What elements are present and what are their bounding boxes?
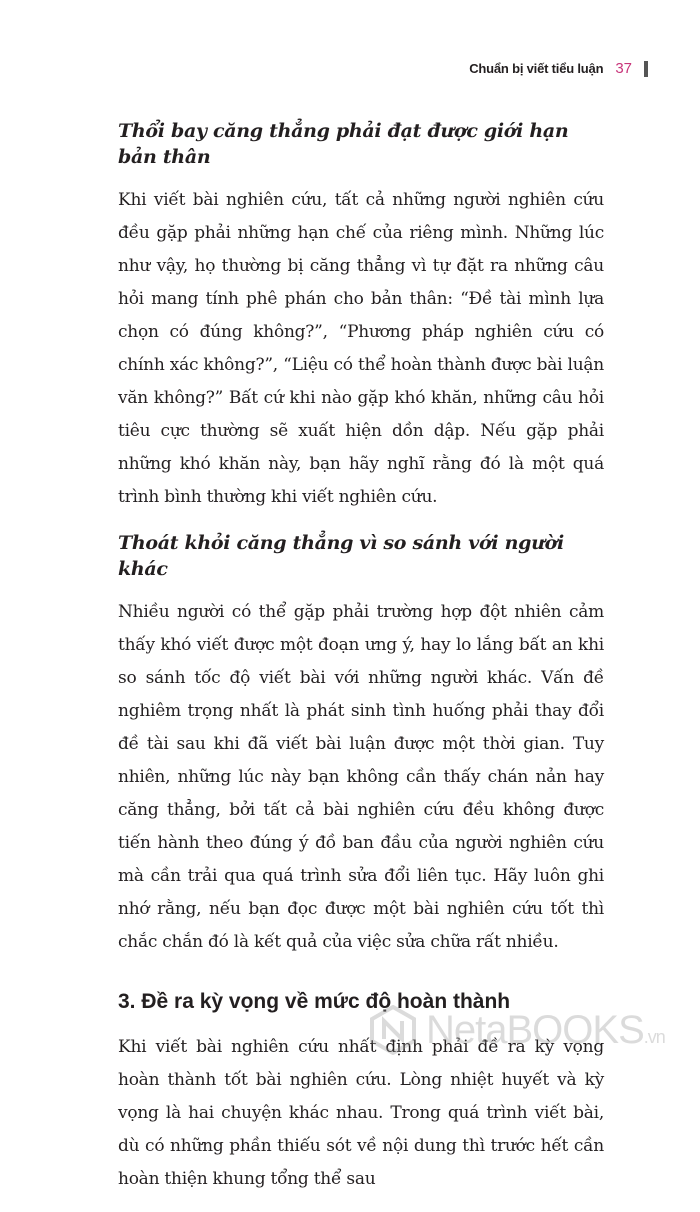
watermark-text: NetaBOOKS.vn — [426, 1007, 665, 1052]
page-number: 37 — [615, 60, 632, 77]
section-heading-expectations: 3. Đề ra kỳ vọng về mức độ hoàn thành — [118, 990, 511, 1013]
watermark — [368, 1005, 665, 1055]
subheading-stress-limits: Thổi bay căng thẳng phải đạt được giới hạn bản thân — [118, 120, 569, 168]
subheading-comparison: Thoát khỏi căng thẳng vì so sánh với người khác — [118, 532, 564, 580]
paragraph-comparison: Nhiều người có thể gặp phải trường hợp đột nhiên cảm thấy khó viết được một đoạn ưng ý, hay lo lắng bất an khi so sánh tốc độ viết bài với những người khác. Vấn đề nghiêm trọng nhất là phát sinh tình huống phải thay đổi đề tài sau khi đã viết bài luận được một thời gian. Tuy nhiên, những lúc này bạn không cần thấy chán nản hay căng thẳng, bởi tất cả bài nghiên cứu đều không được tiến hành theo đúng ý đồ ban đầu của người nghiên cứu mà cần trải qua quá trình sửa đổi liên tục. Hãy luôn ghi nhớ rằng, nếu bạn đọc được một bài nghiên cứu tốt thì chắc chắn đó là kết quả của việc sửa chữa rất nhiều. — [118, 602, 604, 952]
paragraph-expectations: Khi viết bài nghiên cứu nhất định phải đề ra kỳ vọng hoàn thành tốt bài nghiên cứu. Lòng nhiệt huyết và kỳ vọng là hai chuyện khác nhau. Trong quá trình viết bài, dù có những phần thiếu sót về nội dung thì trước hết cần hoàn thiện khung tổng thể sau — [118, 1037, 604, 1189]
running-title: Chuẩn bị viết tiểu luận — [469, 61, 604, 76]
running-header — [469, 60, 648, 77]
paragraph-stress-limits: Khi viết bài nghiên cứu, tất cả những người nghiên cứu đều gặp phải những hạn chế của riêng mình. Những lúc như vậy, họ thường bị căng thẳng vì tự đặt ra những câu hỏi mang tính phê phán cho bản thân: “Đề tài mình lựa chọn có đúng không?”, “Phương pháp nghiên cứu có chính xác không?”, “Liệu có thể hoàn thành được bài luận văn không?” Bất cứ khi nào gặp khó khăn, những câu hỏi tiêu cực thường sẽ xuất hiện dồn dập. Nếu gặp phải những khó khăn này, bạn hãy nghĩ rằng đó là một quá trình bình thường khi viết nghiên cứu. — [118, 190, 604, 507]
netabooks-logo-icon — [368, 1005, 418, 1055]
header-bar — [644, 61, 648, 77]
